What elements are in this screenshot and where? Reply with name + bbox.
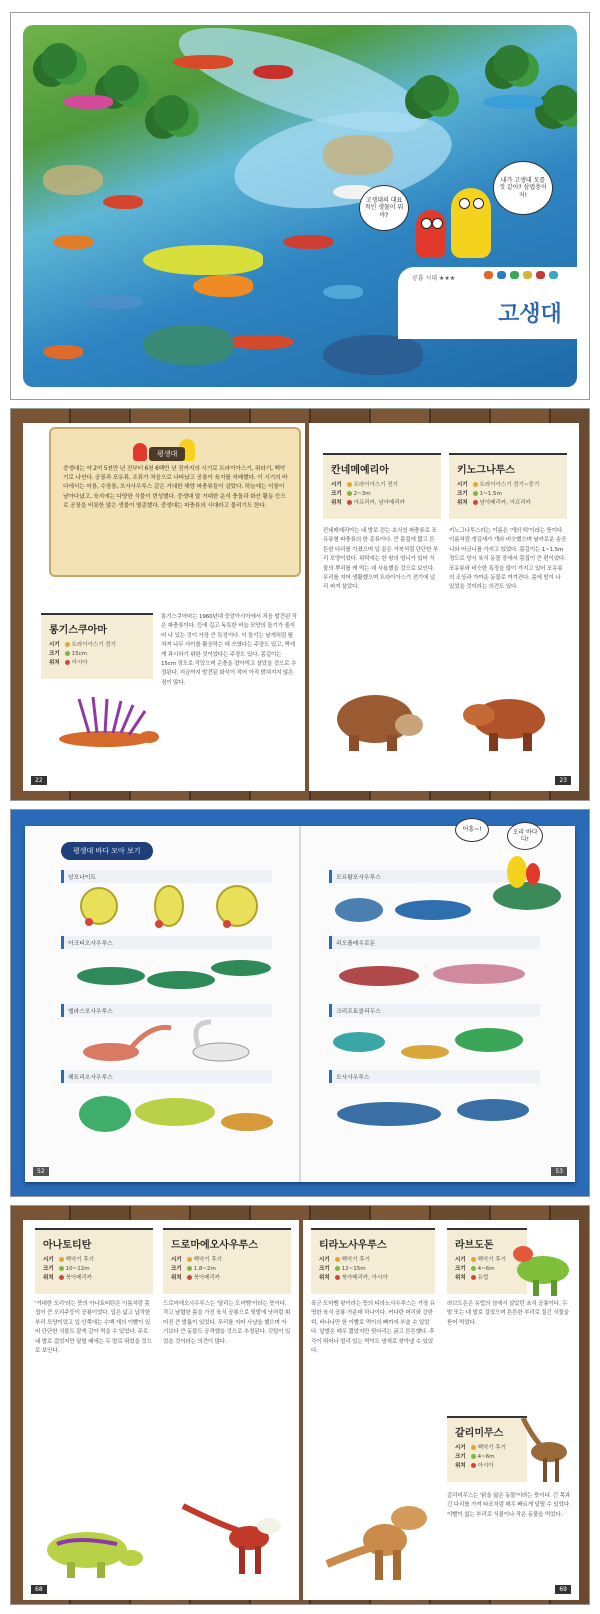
page-number: 68	[31, 1585, 47, 1594]
henodus-illustrations	[71, 1084, 281, 1140]
species-description: 드로마에오사우루스는 '달리는 도마뱀'이라는 뜻이다. 작고 날렵한 몸을 가진 육식 공룡으로 뒷발에 낫처럼 휘어진 큰 발톱이 있었다. 무리를 지어 사냥을 했으며 자기보다 큰 동물도 공격했을 것으로 추정된다. 깃털이 있었을 것이라는 의견이 많다.	[163, 1301, 291, 1345]
species-description: '거대한 오리'라는 뜻의 아나토티탄은 이름처럼 몸집이 큰 오리주둥이 공룡이었다. 입은 넓고 납작한 부리 모양이었고 입 안쪽에는 수백 개의 이빨이 있어 단단한 식물도 잘게 갈아 먹을 수 있었다. 주로 네 발로 걸었지만 달릴 때에는 두 발로 뛰었을 것으로 보인다.	[35, 1301, 152, 1355]
species-name: 아나토티탄	[43, 1240, 92, 1251]
section-label: 모사사우루스	[329, 1070, 540, 1083]
species-card: 라브도돈 시기 백악기 후기 크기 4~6m 위치 유럽	[447, 1228, 527, 1294]
speech-bubble: 어흥~!	[455, 818, 489, 842]
species-description: 라브도돈은 유럽의 섬에서 살았던 초식 공룡이다. 두 발 또는 네 발로 걸었으며 튼튼한 부리로 질긴 식물을 뜯어 먹었다.	[447, 1301, 569, 1326]
sea-illustration	[23, 25, 577, 387]
species-card: 롱기스쿠아마 시기 트라이아스기 전기 크기 15cm 위치 아시아	[41, 613, 153, 679]
cynognathus-illustration	[459, 685, 559, 759]
section-label: 이크티오사우루스	[61, 936, 272, 949]
species-name: 티라노사우루스	[319, 1240, 387, 1251]
species-name: 키노그나투스	[457, 465, 515, 476]
left-page	[23, 1220, 299, 1600]
right-page	[309, 423, 579, 791]
liopleurodon-illustrations	[329, 950, 539, 998]
longisquama-illustration	[49, 693, 161, 761]
species-card: 칸네메예리아 시기 트라이아스기 전기 크기 2~3m 위치 아프리카, 남아메리카	[323, 453, 441, 519]
section-label: 엘라스모사우루스	[61, 1004, 272, 1017]
species-description: 키노그나투스라는 이름은 '개의 턱'이라는 뜻이다. 이름처럼 생김새가 개와 비슷했으며 날카로운 송곳니와 어금니를 가지고 있었다. 몸길이는 1~1.5m 정도로 당시 육식 동물 중에서 몸집이 큰 편이었다. 포유류와 비슷한 특징을 많이 가지고 있어 포유류의 조상과 가까운 동물로 여겨진다. 몸에 털이 나 있었을 것이라는 의견도 있다.	[449, 528, 567, 591]
section-label: 모르탐포사우루스	[329, 870, 540, 883]
mosasaurus-illustrations	[329, 1084, 539, 1140]
species-name: 칸네메예리아	[331, 465, 389, 476]
page-number: 69	[555, 1585, 571, 1594]
species-description: 롱기스쿠아마는 1960년대 중앙아시아에서 처음 발견된 작은 파충류이다. 등에 길고 독특한 비늘 모양의 돌기가 줄지어 나 있는 것이 가장 큰 특징이다. 이 돌기는 날개처럼 펼쳐져 나무 사이를 활공하는 데 쓰였다는 주장도 있고, 짝에게 과시하기 위한 것이었다는 주장도 있다. 몸길이는 15cm 정도로 작았으며 곤충을 잡아먹고 살았을 것으로 추정된다. 지금까지 발견된 화석이 적어 아직 밝혀지지 않은 점이 많다.	[161, 614, 297, 686]
right-page	[303, 1220, 579, 1600]
species-description: 칸네메예리아는 네 발로 걷는 초식성 파충류로 포유류형 파충류의 한 종류이다. 큰 몸집에 짧고 튼튼한 다리를 가졌으며 입 끝은 거북처럼 단단한 부리 모양이었다. 위턱에는 한 쌍의 엄니가 있어 식물의 뿌리를 캐 먹는 데 사용했을 것으로 보인다. 무리를 지어 생활했으며 트라이아스기 전기에 널리 퍼져 살았다.	[323, 528, 439, 591]
species-name: 갈리미무스	[455, 1428, 504, 1439]
species-name: 라브도돈	[455, 1240, 494, 1251]
era-box-title: 평생대	[149, 447, 185, 461]
ammonite-illustrations	[71, 884, 281, 932]
spread-paleozoic	[10, 12, 590, 400]
speech-bubble-left: 고생대의 대표적인 생물이 뭐야?	[359, 185, 409, 231]
species-name: 드로마에오사우루스	[171, 1240, 258, 1251]
species-card: 드로마에오사우루스 시기 백악기 후기 크기 1.8~2m 위치 북아메리카	[163, 1228, 291, 1294]
speech-bubble: 오리 바다다!	[507, 822, 543, 850]
speech-bubble-right: 내가 고생대 모를 것 같아? 삼엽충이지!	[493, 161, 553, 215]
species-description: 폭군 도마뱀 왕이라는 뜻의 티라노사우루스는 가장 유명한 육식 공룡 가운데 하나이다. 커다란 머리와 강한 턱, 바나나만 한 이빨로 먹이의 뼈까지 부술 수 있었다. 앞발은 매우 짧았지만 뒷다리는 굵고 튼튼했다. 후각이 뛰어나 멀리 있는 먹이도 냄새로 찾아낼 수 있었다.	[311, 1301, 435, 1355]
kannemeyeria-illustration	[327, 685, 427, 759]
larva-riding-reptile	[487, 852, 567, 916]
spread-mesozoic-2	[10, 1205, 590, 1605]
species-card: 아나토티탄 시기 백악기 후기 크기 10~12m 위치 북아메리카	[35, 1228, 153, 1294]
era-box-text: 중생대는 약 2억 5천만 년 전부터 6천 6백만 년 전까지의 시기로 트라이아스기, 쥐라기, 백악기로 나뉜다. 공룡과 포유류, 조류가 처음으로 나타났고 공룡이 육지를 지배했다. 이 시기의 바다에서는 어룡, 수장룡, 모사사우루스 같은 거대한 해양 파충류들이 살았다. 하늘에는 익룡이 날아다녔고, 육지에는 다양한 식물이 번성했다. 중생대 말 거대한 운석 충돌과 화산 활동 등으로 공룡을 비롯한 많은 생물이 멸종했다. 중생대는 파충류의 시대라고 불리기도 한다.	[63, 466, 288, 509]
species-name: 롱기스쿠아마	[49, 625, 107, 636]
species-card: 갈리미무스 시기 백악기 후기 크기 4~6m 위치 아시아	[447, 1416, 527, 1482]
red-larva-character	[416, 210, 446, 258]
page-number: 52	[33, 1167, 49, 1176]
section-label: 암모나이트	[61, 870, 272, 883]
creature-icons	[484, 271, 558, 279]
spread-mesozoic-sea	[10, 809, 590, 1197]
section-banner: 평생대 바다 모아 보기	[61, 842, 153, 860]
ichthyosaurus-illustrations	[71, 950, 281, 998]
nothosaurus-illustrations	[329, 884, 479, 932]
dromaeosaurus-illustration	[173, 1486, 291, 1582]
section-label: 리오플레우로돈	[329, 936, 540, 949]
era-info-box	[49, 427, 301, 577]
red-larva-mini	[133, 443, 147, 461]
page-number: 53	[551, 1167, 567, 1176]
rhabdodon-illustration	[509, 1230, 575, 1300]
yellow-larva-character	[451, 188, 491, 258]
anatotitan-illustration	[37, 1510, 147, 1582]
left-page	[23, 423, 305, 791]
era-meta: 공룡 시대 ★★★	[412, 275, 456, 282]
tyrannosaurus-illustration	[321, 1490, 437, 1586]
gallimimus-illustration	[513, 1408, 575, 1484]
section-label: 헤트리오사우루스	[61, 1070, 272, 1083]
section-label: 크리프토클리두스	[329, 1004, 540, 1017]
page-number: 22	[31, 776, 47, 785]
page-title: 고생대	[498, 302, 562, 327]
species-card: 키노그나투스 시기 트라이아스기 전기~중기 크기 1~1.5m 위치 남아메리카, 아프리카	[449, 453, 567, 519]
page-number: 23	[555, 776, 571, 785]
spread-mesozoic-1	[10, 408, 590, 801]
open-book	[25, 826, 575, 1182]
species-description: 갈리미무스는 '닭을 닮은 동물'이라는 뜻이다. 긴 목과 긴 다리를 가져 타조처럼 매우 빠르게 달릴 수 있었다. 이빨이 없는 부리로 식물이나 작은 동물을 먹었다.	[447, 1493, 571, 1518]
cryptoclidus-illustrations	[329, 1018, 539, 1066]
species-card: 티라노사우루스 시기 백악기 후기 크기 12~15m 위치 북아메리카, 아시아	[311, 1228, 435, 1294]
title-box	[398, 267, 577, 339]
elasmosaurus-illustrations	[71, 1018, 281, 1066]
